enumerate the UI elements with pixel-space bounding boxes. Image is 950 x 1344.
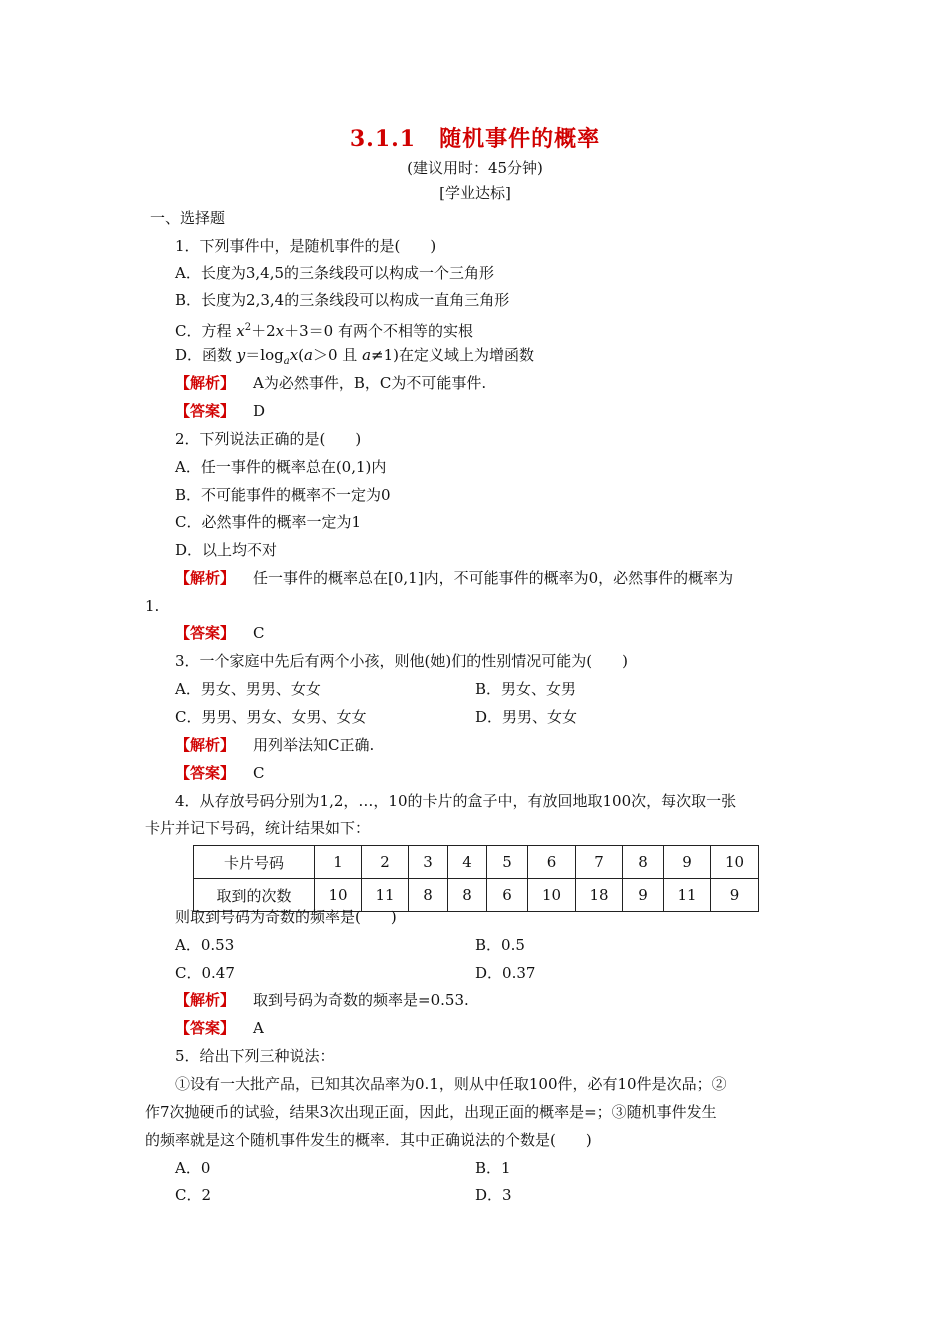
table-cell: 11 [664,879,711,912]
q3-option-a: A．男女、男男、女女 [175,680,321,698]
table-header-cell: 卡片号码 [194,846,315,879]
q5-option-c: C．2 [175,1186,212,1204]
q1-stem: 1．下列事件中，是随机事件的是( ) [175,237,437,255]
q4-answer-text: A [253,1019,264,1037]
q2-analysis-cont: 1. [145,597,160,615]
q3-option-d: D．男男、女女 [475,708,578,726]
q1-analysis-text: A为必然事件，B，C为不可能事件. [253,374,487,392]
table-cell: 3 [409,846,448,879]
q1-function: $y=\log_ax(a>0$ 且 a≠1) [236,346,399,367]
page-title: 3.1.1 随机事件的概率 [349,126,601,152]
q2-option-c: C．必然事件的概率一定为1 [175,513,362,531]
table-cell: 7 [576,846,623,879]
q3-answer [175,762,265,784]
q3-option-c: C．男男、男女、女男、女女 [175,708,367,726]
table-header-cell: 取到的次数 [194,879,315,912]
q2-answer [175,622,265,644]
q4-analysis [175,989,469,1011]
table-cell: 6 [528,846,576,879]
table-cell: 1 [315,846,362,879]
answer-tag: 【答案】 [175,1019,236,1037]
q1-equation: $x^2+2x+3=0$ [236,322,338,340]
q2-analysis-text: 任一事件的概率总在[0,1]内，不可能事件的概率为0，必然事件的概率为 [253,569,734,587]
q5-option-a: A．0 [175,1159,211,1177]
q4-option-b: B．0.5 [475,936,525,954]
q3-stem: 3．一个家庭中先后有两个小孩，则他(她)们的性别情况可能为( ) [175,652,628,670]
table-cell: 9 [711,879,759,912]
q3-answer-text: C [253,764,265,782]
answer-tag: 【答案】 [175,624,236,642]
answer-tag: 【答案】 [175,402,236,420]
table-cell: 6 [487,879,528,912]
q2-option-a: A．任一事件的概率总在(0,1)内 [175,458,387,476]
table-cell: 8 [448,879,487,912]
q1-option-d-prefix: D．函数 [175,346,237,364]
q1-option-d-suffix: 在定义域上为增函数 [398,346,534,364]
table-cell: 11 [362,879,409,912]
table-cell: 9 [664,846,711,879]
q1-option-c-suffix: 有两个不相等的实根 [337,322,473,340]
analysis-tag: 【解析】 [175,991,236,1009]
q4-stem-cont: 卡片并记下号码，统计结果如下： [145,819,371,837]
part-heading: 一、选择题 [150,209,226,227]
q2-analysis [175,567,733,589]
q5-body-3: 的频率就是这个随机事件发生的概率．其中正确说法的个数是( ) [145,1131,592,1149]
q3-option-b: B．男女、女男 [475,680,577,698]
q5-body-2: 作7次抛硬币的试验，结果3次出现正面，因此，出现正面的概率是=；③随机事件发生 [145,1103,717,1121]
q1-option-c [175,317,473,342]
q4-option-d: D．0.37 [475,964,536,982]
table-row [194,846,759,879]
q1-option-a: A．长度为3,4,5的三条线段可以构成一个三角形 [175,264,495,282]
table-cell: 2 [362,846,409,879]
section-tag: [学业达标] [439,184,511,202]
q2-answer-text: C [253,624,265,642]
q5-option-d: D．3 [475,1186,512,1204]
table-cell: 8 [409,879,448,912]
q2-option-b: B．不可能事件的概率不一定为0 [175,486,391,504]
q5-option-b: B．1 [475,1159,511,1177]
table-cell: 4 [448,846,487,879]
time-note: (建议用时：45分钟) [407,159,543,177]
table-cell: 5 [487,846,528,879]
table-cell: 18 [576,879,623,912]
q5-body-1: ①设有一大批产品，已知其次品率为0.1，则从中任取100件，必有10件是次品；② [175,1075,727,1093]
q1-analysis [175,372,486,394]
analysis-tag: 【解析】 [175,569,236,587]
q4-frequency-table [193,845,759,912]
table-cell: 10 [315,879,362,912]
analysis-tag: 【解析】 [175,374,236,392]
q1-answer-text: D [253,402,266,420]
table-cell: 8 [623,846,664,879]
q3-analysis-text: 用列举法知C正确. [253,736,375,754]
q1-option-c-prefix: C．方程 [175,322,237,340]
q4-option-c: C．0.47 [175,964,235,982]
table-cell: 10 [711,846,759,879]
q3-analysis [175,734,374,756]
table-cell: 10 [528,879,576,912]
q2-option-d: D．以上均不对 [175,541,278,559]
analysis-tag: 【解析】 [175,736,236,754]
q1-answer [175,400,265,422]
answer-tag: 【答案】 [175,764,236,782]
q4-ask: 则取到号码为奇数的频率是( ) [175,908,397,926]
q4-stem: 4．从存放号码分别为1,2，…，10的卡片的盒子中，有放回地取100次，每次取一张 [175,792,737,810]
q2-stem: 2．下列说法正确的是( ) [175,430,362,448]
q4-answer [175,1017,264,1039]
q4-option-a: A．0.53 [175,936,235,954]
q4-analysis-text: 取到号码为奇数的频率是=0.53. [253,991,469,1009]
table-cell: 9 [623,879,664,912]
q5-stem: 5．给出下列三种说法： [175,1047,335,1065]
q1-option-d [175,344,534,373]
q1-option-b: B．长度为2,3,4的三条线段可以构成一直角三角形 [175,291,510,309]
